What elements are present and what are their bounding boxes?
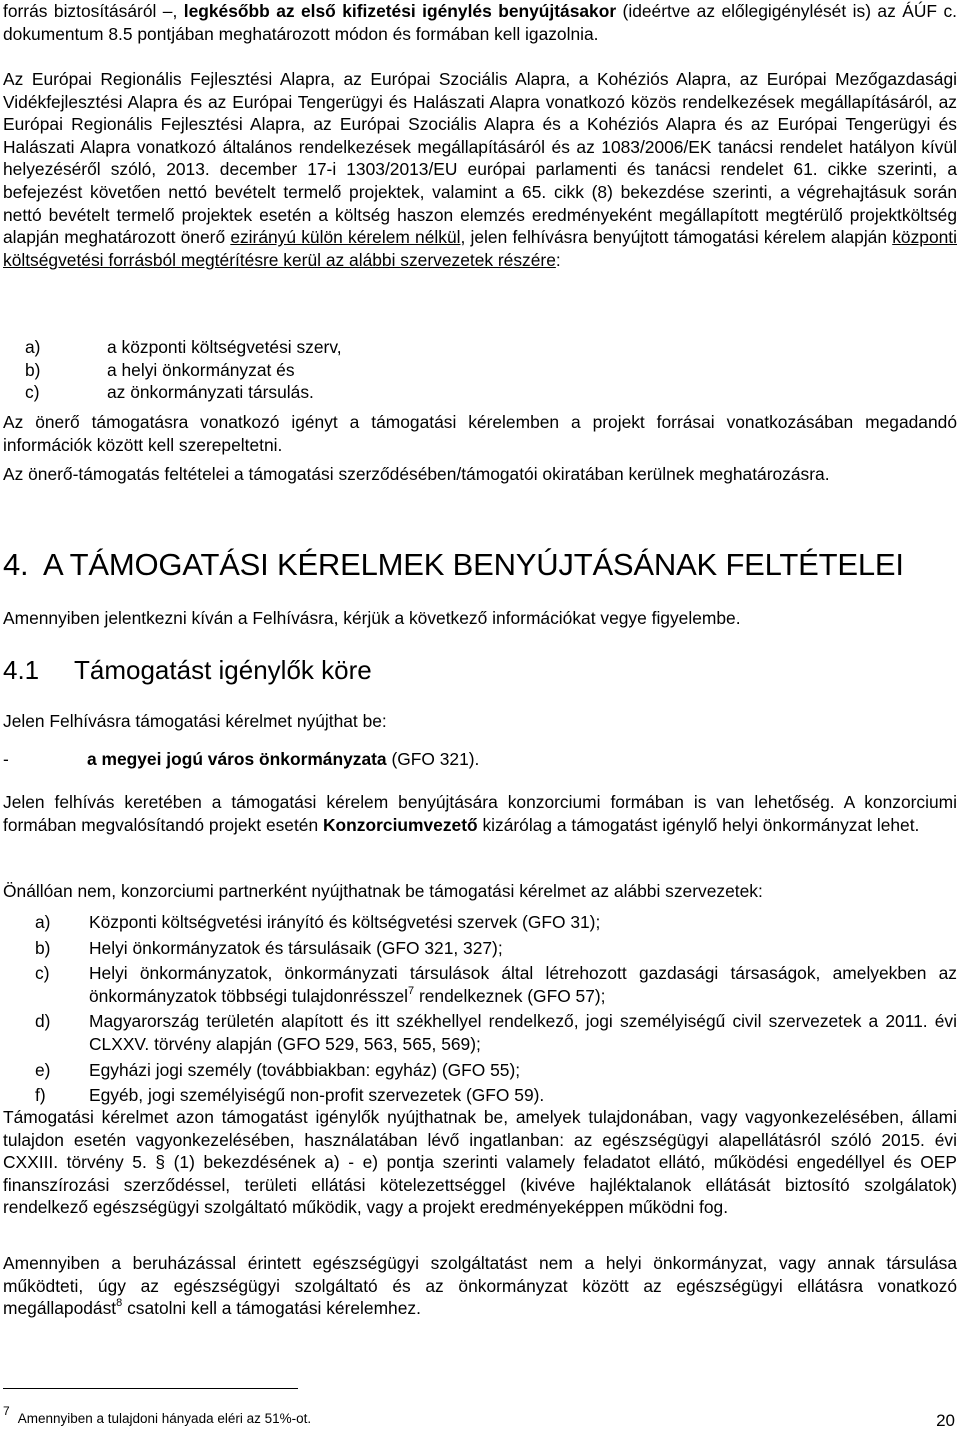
- list-item-label: c): [35, 963, 50, 984]
- partner-list: [33, 911, 957, 1107]
- consortium-text: Jelen felhívás keretében a támogatási kérelem benyújtására konzorciumi formában is van lehetőség. A konzorciumi formában megvalósítandó projekt esetén: [3, 792, 957, 835]
- eu-regulation-paragraph: [3, 68, 957, 271]
- eu-underline-2: központi költségvetési forrásból megtérítésre kerül az alábbi szervezetek részére: [3, 227, 957, 270]
- consortium-bold: Konzorciumvezető: [323, 814, 478, 835]
- applicant-text: (GFO 321).: [386, 749, 480, 769]
- intro-bold-text: legkésőbb az első kifizetési igénylés benyújtásakor: [183, 1, 617, 21]
- list-item-text: Helyi önkormányzatok, önkormányzati társulások által létrehozott gazdasági társaságok, amelyekben az önkormányzatok többségi tulajdonrésszel: [89, 963, 957, 1006]
- eu-text-mid: , jelen felhívásra benyújtott támogatási kérelem alapján: [460, 227, 893, 248]
- list-item-text: Magyarország területén alapított és itt székhellyel rendelkező, jogi személyiségű civil szervezetek a 2011. évi CLXXV. törvény alapján (GFO 529, 563, 565, 569);: [89, 1011, 957, 1054]
- list-item-text: Helyi önkormányzatok és társulásaik (GFO 321, 327);: [89, 937, 503, 958]
- footnote-number: 7: [3, 1404, 10, 1418]
- eu-underline-1: ezirányú külön kérelem nélkül: [230, 227, 461, 248]
- list-item-label: a): [25, 337, 41, 357]
- list-item: [23, 381, 623, 404]
- intro-text-end: (ideértve az előlegigénylését is) az ÁÚF c. dokumentum 8.5 pontjában meghatározott módon és formában kell igazolnia.: [3, 1, 957, 44]
- list-item-label: d): [35, 1011, 51, 1032]
- subsection-number: 4.1: [3, 655, 40, 685]
- list-item: [33, 937, 957, 960]
- eligibility-paragraph: Támogatási kérelmet azon támogatást igénylők nyújthatnak be, amelyek tulajdonában, vagy vagyonkezelésében, állami tulajdon esetén vagyonkezelésében, használatában lévő ingatlanban: az egészségügyi alapellátásról szóló 2015. évi CXXIII. törvény 5. § (1) bekezdésének a) - e) pontja szerinti valamely feladatot ellátó, működési engedéllyel és OEP finanszírozási szerződéssel, területi ellátási kötelezettséggel (kivéve hajléktalanok ellátását biztosító szolgálatok) rendelkező egészségügyi szolgáltató működik, vagy a projekt eredményeképpen működni fog.: [3, 1107, 957, 1218]
- list-item-label: -: [3, 749, 9, 769]
- investment-text: Amennyiben a beruházással érintett egészségügyi szolgáltatást nem a helyi önkormányzat, vagy annak társulása működteti, úgy az egészségügyi szolgáltató és az önkormányzat között az egészségügyi ellátásra vonatkozó megállapodást: [3, 1253, 957, 1319]
- onero-paragraph-2: Az önerő-támogatás feltételei a támogatási szerződésében/támogatói okiratában kerülnek meghatározásra.: [3, 464, 830, 484]
- list-item: [33, 1010, 957, 1055]
- list-item-text-end: rendelkeznek (GFO 57);: [414, 985, 606, 1006]
- eu-text: Az Európai Regionális Fejlesztési Alapra, az Európai Szociális Alapra, a Kohéziós Alapra, az Európai Mezőgazdasági Vidékfejlesztési Alapra és az Európai Tengerügyi és Halászati Alapra vonatkozó közös rendelkezések megállapításáról, az Európai Regionális Fejlesztési Alapra, az Európai Szociális Alapra és a Kohéziós Alapra és az Európai Tengerügyi és Halászati Alapra vonatkozó általános rendelkezések megállapításáról és az 1083/2006/EK tanácsi rendelet hatályon kívül helyezéséről szóló, 2013. december 17-i 1303/2013/EU európai parlamenti és tanácsi rendelet 61. cikke szerinti, a befejezést követően nettó bevételt termelő projektek, valamint a 65. cikk (8) bekezdése szerinti, a végrehajtásuk során nettó bevételt termelő projektek esetén a költség haszon elemzés eredményeként megállapított megtérülő projektköltség alapján meghatározott önerő: [3, 69, 957, 248]
- intro-paragraph: [3, 0, 957, 45]
- list-item-text: Egyéb, jogi személyiségű non-profit szervezetek (GFO 59).: [89, 1085, 545, 1106]
- investment-text-end: csatolni kell a támogatási kérelemhez.: [122, 1298, 421, 1319]
- investment-paragraph: [3, 1252, 957, 1320]
- list-item: [33, 962, 957, 1007]
- list-item-label: e): [35, 1059, 51, 1080]
- list-item-text: Központi költségvetési irányító és költségvetési szervek (GFO 31);: [89, 912, 601, 932]
- eu-text-end: :: [555, 249, 561, 270]
- list-item-label: a): [35, 912, 51, 932]
- list-item: [3, 748, 479, 771]
- subsection-title: Támogatást igénylők köre: [74, 655, 372, 685]
- section-title: A TÁMOGATÁSI KÉRELMEK BENYÚJTÁSÁNAK FELTÉTELEI: [43, 547, 904, 582]
- intro-text: forrás biztosításáról –,: [3, 1, 184, 21]
- list-item: [33, 1059, 957, 1082]
- footnote-divider: [3, 1388, 298, 1389]
- list-item-text: a központi költségvetési szerv,: [107, 337, 342, 357]
- list-item: [33, 911, 957, 934]
- partner-intro: Önállóan nem, konzorciumi partnerként nyújthatnak be támogatási kérelmet az alábbi szervezetek:: [3, 881, 763, 901]
- section-intro: Amennyiben jelentkezni kíván a Felhívásra, kérjük a következő információkat vegye figyelembe.: [3, 608, 741, 628]
- onero-paragraph-1: Az önerő támogatásra vonatkozó igényt a támogatási kérelemben a projekt forrásai vonatkozásában megadandó információk között kell szerepeltetni.: [3, 412, 957, 455]
- consortium-text-end: kizárólag a támogatást igénylő helyi önkormányzat lehet.: [477, 814, 920, 835]
- section-heading: [3, 547, 904, 583]
- consortium-paragraph: [3, 791, 957, 836]
- footnote-ref[interactable]: 7: [408, 984, 415, 997]
- footnote: [3, 1402, 311, 1428]
- applicant-intro: Jelen Felhívásra támogatási kérelmet nyújthat be:: [3, 711, 387, 731]
- applicant-list: [3, 748, 479, 771]
- list-item-label: b): [35, 937, 51, 958]
- list-item-text: az önkormányzati társulás.: [107, 382, 314, 403]
- page-number: 20: [936, 1411, 955, 1430]
- section-number: 4.: [3, 547, 29, 582]
- list-item-text: Egyházi jogi személy (továbbiakban: egyház) (GFO 55);: [89, 1059, 521, 1080]
- applicant-bold: a megyei jogú város önkormányzata: [87, 749, 387, 769]
- list-item-label: c): [25, 382, 40, 403]
- subsection-heading: [3, 654, 372, 686]
- list-item-text: a helyi önkormányzat és: [107, 359, 295, 380]
- list-item-label: f): [35, 1085, 46, 1106]
- list-item-label: b): [25, 359, 41, 380]
- list-item: [33, 1084, 957, 1107]
- list-item: [23, 336, 623, 359]
- list-item: [23, 359, 623, 382]
- beneficiary-list: [23, 336, 623, 404]
- footnote-text: Amennyiben a tulajdoni hányada eléri az 51%-ot.: [17, 1411, 312, 1426]
- footnote-ref[interactable]: 8: [116, 1297, 123, 1310]
